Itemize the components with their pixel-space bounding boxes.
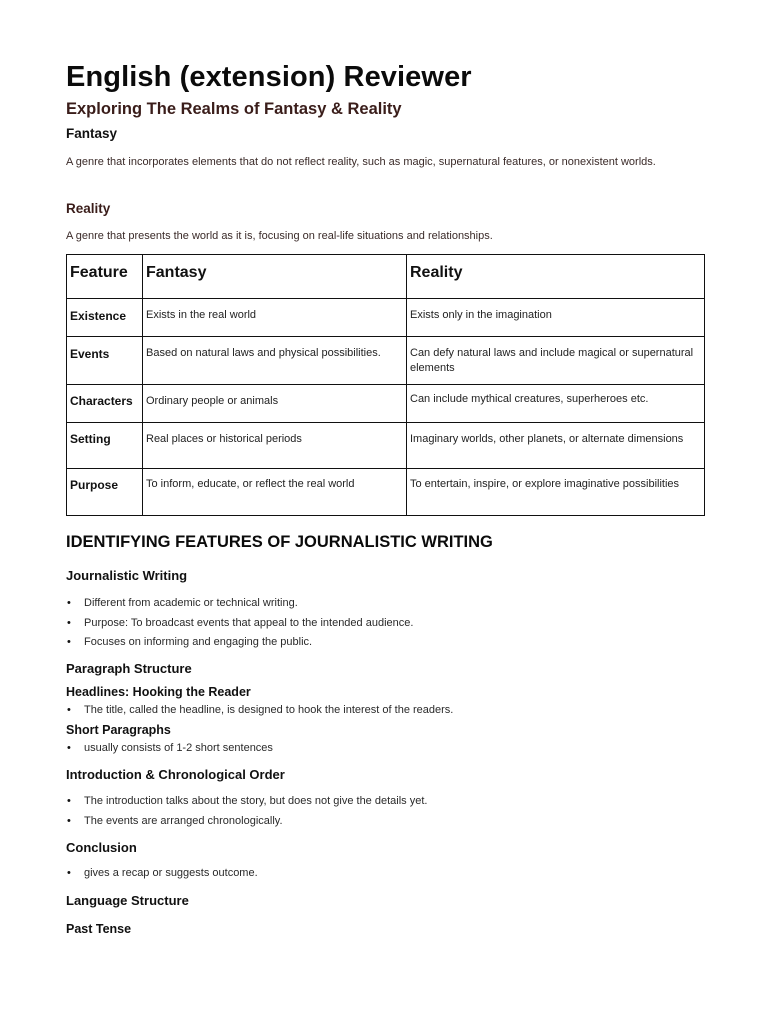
headlines-heading: Headlines: Hooking the Reader	[66, 685, 251, 699]
row-label: Events	[67, 337, 143, 385]
table-row	[67, 469, 705, 516]
header-feature: Feature	[67, 255, 143, 299]
header-reality: Reality	[407, 255, 705, 299]
paragraph-structure-heading: Paragraph Structure	[66, 661, 192, 676]
table-cell: Based on natural laws and physical possibilities.	[143, 337, 407, 385]
short-paragraphs-list	[66, 742, 273, 754]
table-cell: Exists in the real world	[143, 299, 407, 337]
introduction-list	[66, 795, 427, 835]
table-cell: Can defy natural laws and include magical or supernatural elements	[407, 337, 705, 385]
table-cell: Exists only in the imagination	[407, 299, 705, 337]
list-item: • Focuses on informing and engaging the public.	[66, 636, 413, 656]
table-row	[67, 385, 705, 423]
language-structure-heading: Language Structure	[66, 893, 189, 908]
table-row	[67, 299, 705, 337]
journalistic-writing-list	[66, 597, 413, 656]
comparison-table	[66, 254, 705, 516]
page-subtitle: Exploring The Realms of Fantasy & Reality	[66, 100, 402, 118]
page-title: English (extension) Reviewer	[66, 61, 472, 93]
reality-definition: A genre that presents the world as it is, focusing on real-life situations and relationships.	[66, 230, 493, 242]
table-cell: Imaginary worlds, other planets, or alternate dimensions	[407, 423, 705, 469]
conclusion-list	[66, 867, 258, 879]
row-label: Purpose	[67, 469, 143, 516]
journalistic-writing-heading: Journalistic Writing	[66, 568, 188, 583]
row-label: Setting	[67, 423, 143, 469]
fantasy-definition: A genre that incorporates elements that do not reflect reality, such as magic, supernatural features, or nonexistent worlds.	[66, 156, 656, 168]
header-fantasy: Fantasy	[143, 255, 407, 299]
row-label: Characters	[67, 385, 143, 423]
row-label: Existence	[67, 299, 143, 337]
list-item: • gives a recap or suggests outcome.	[66, 867, 258, 879]
table-cell: Ordinary people or animals	[143, 385, 407, 423]
past-tense-heading: Past Tense	[66, 922, 132, 936]
short-paragraphs-heading: Short Paragraphs	[66, 723, 171, 737]
list-item: • Different from academic or technical writing.	[66, 597, 413, 617]
list-item: • The title, called the headline, is designed to hook the interest of the readers.	[66, 704, 453, 716]
reality-heading: Reality	[66, 201, 111, 216]
list-item: • Purpose: To broadcast events that appeal to the intended audience.	[66, 617, 413, 637]
introduction-heading: Introduction & Chronological Order	[66, 767, 285, 782]
table-cell: Can include mythical creatures, superheroes etc.	[407, 385, 705, 423]
headlines-list	[66, 704, 453, 716]
table-row	[67, 423, 705, 469]
journalism-section-title: IDENTIFYING FEATURES OF JOURNALISTIC WRITING	[66, 533, 493, 551]
table-cell: To entertain, inspire, or explore imaginative possibilities	[407, 469, 705, 516]
list-item: • usually consists of 1-2 short sentences	[66, 742, 273, 754]
table-header-row	[67, 255, 705, 299]
table-row	[67, 337, 705, 385]
conclusion-heading: Conclusion	[66, 840, 137, 855]
list-item: • The events are arranged chronologically.	[66, 815, 427, 835]
fantasy-heading: Fantasy	[66, 126, 118, 141]
table-cell: Real places or historical periods	[143, 423, 407, 469]
table-cell: To inform, educate, or reflect the real world	[143, 469, 407, 516]
list-item: • The introduction talks about the story, but does not give the details yet.	[66, 795, 427, 815]
